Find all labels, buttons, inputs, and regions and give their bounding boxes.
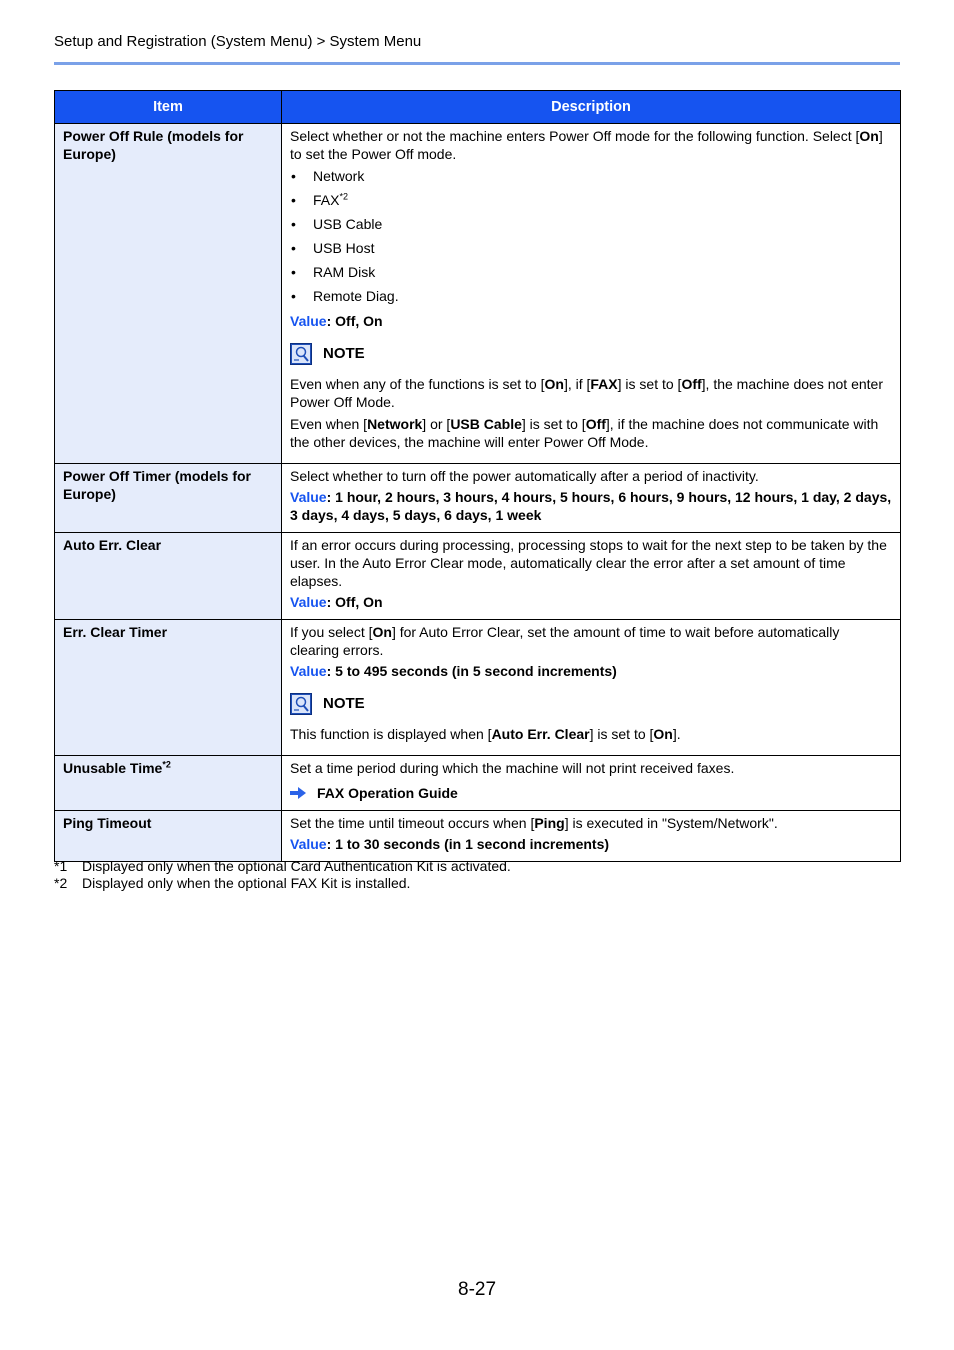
description-power-off-timer (282, 464, 901, 533)
value-line: Value: 1 to 30 seconds (in 1 second increments) (290, 836, 610, 852)
description-err-clear-timer (282, 620, 901, 756)
item-unusable-time: Unusable Time$^{*2}$ (55, 756, 282, 811)
note-icon (290, 693, 312, 715)
note-icon (290, 343, 312, 365)
table-row (55, 620, 901, 756)
table-row (55, 811, 901, 862)
guide-reference-link[interactable] (290, 784, 892, 802)
table-row (55, 533, 901, 620)
table-row (55, 124, 901, 464)
item-power-off-timer: Power Off Timer (models for Europe) (55, 464, 282, 533)
column-header-description: Description (282, 91, 901, 124)
settings-table (54, 90, 901, 862)
value-line: Value: 1 hour, 2 hours, 3 hours, 4 hours, 5 hours, 6 hours, 9 hours, 12 hours, 1 day, 2 days, 3 days, 4 days, 5 days, 6 days, 1 week (290, 489, 892, 523)
value-line: Value: Off, On (290, 594, 383, 610)
list-item: • USB Cable (290, 213, 892, 237)
item-err-clear-timer: Err. Clear Timer (55, 620, 282, 756)
footnote: *1 Displayed only when the optional Card Authentication Kit is activated. (54, 858, 511, 874)
note-text: Even when any of the functions is set to [On], if [FAX] is set to [Off], the machine does not enter Power Off Mode. (290, 376, 883, 410)
list-item: • FAX$^{*2}$ (290, 189, 892, 213)
item-power-off-rule: Power Off Rule (models for Europe) (55, 124, 282, 464)
note-title: NOTE (323, 345, 365, 362)
footnotes (54, 858, 511, 892)
list-item: • USB Host (290, 237, 892, 261)
description-power-off-rule (282, 124, 901, 464)
item-ping-timeout: Ping Timeout (55, 811, 282, 862)
header-divider (54, 62, 900, 65)
column-header-item: Item (55, 91, 282, 124)
note-heading (290, 692, 892, 716)
description-text: If an error occurs during processing, processing stops to wait for the next step to be taken by the user. In the Auto Error Clear mode, automatically clear the error after a set amount of time elapses. (290, 537, 887, 589)
value-line: Value: 5 to 495 seconds (in 5 second increments) (290, 663, 617, 679)
description-text: Select whether or not the machine enters Power Off mode for the following function. Select [On] to set the Power Off mode. (290, 128, 883, 162)
list-item: • Network (290, 165, 892, 189)
table-row (55, 464, 901, 533)
note-heading (290, 342, 892, 366)
list-item: • Remote Diag. (290, 285, 892, 309)
breadcrumb: Setup and Registration (System Menu) > System Menu (54, 33, 422, 50)
note-text: This function is displayed when [Auto Err. Clear] is set to [On]. (290, 726, 681, 742)
description-text: Set the time until timeout occurs when [Ping] is executed in "System/Network". (290, 815, 778, 831)
list-item: • RAM Disk (290, 261, 892, 285)
item-auto-err-clear: Auto Err. Clear (55, 533, 282, 620)
footnote: *2 Displayed only when the optional FAX Kit is installed. (54, 875, 411, 891)
description-text: If you select [On] for Auto Error Clear, set the amount of time to wait before automatically clearing errors. (290, 624, 840, 658)
guide-label: FAX Operation Guide (317, 785, 458, 801)
value-line: Value: Off, On (290, 313, 383, 329)
description-text: Set a time period during which the machine will not print received faxes. (290, 760, 735, 776)
description-text: Select whether to turn off the power automatically after a period of inactivity. (290, 468, 759, 484)
function-list (290, 165, 892, 309)
description-unusable-time (282, 756, 901, 811)
description-ping-timeout (282, 811, 901, 862)
table-row (55, 756, 901, 811)
table-header-row (55, 91, 901, 124)
page-number: 8-27 (458, 1279, 497, 1300)
description-auto-err-clear (282, 533, 901, 620)
note-title: NOTE (323, 695, 365, 712)
note-text: Even when [Network] or [USB Cable] is set to [Off], if the machine does not communicate with the other devices, the machine will enter Power Off Mode. (290, 416, 879, 450)
arrow-right-icon (290, 787, 306, 799)
